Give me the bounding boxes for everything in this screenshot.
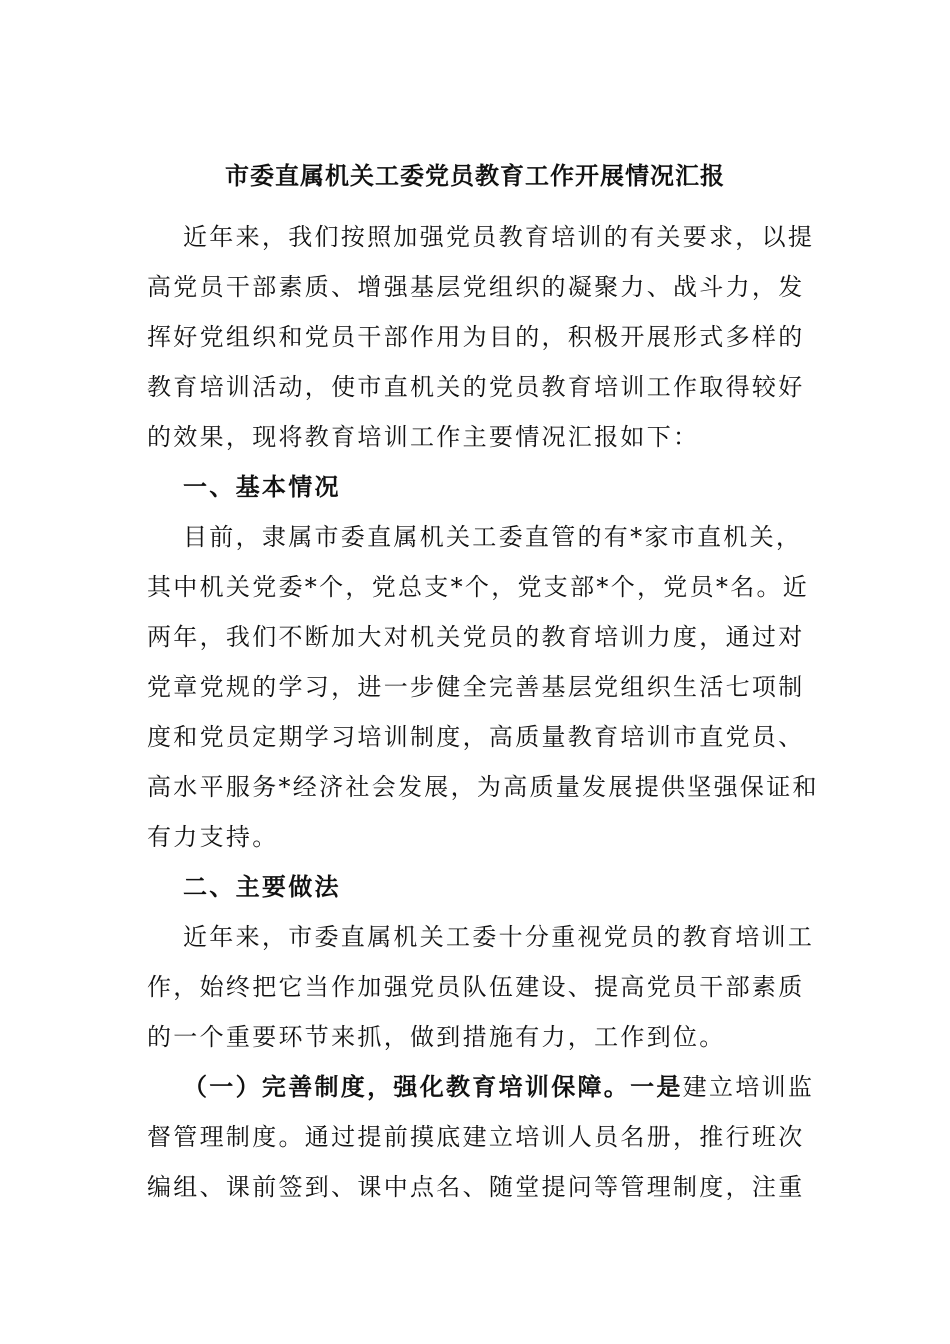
section1-line-7: 有力支持。 xyxy=(147,823,279,851)
subsection1-line-2: 督管理制度。通过提前摸底建立培训人员名册，推行班次 xyxy=(147,1123,805,1151)
intro-line-4: 教育培训活动，使市直机关的党员教育培训工作取得较好 xyxy=(147,373,805,401)
section2-line-1: 近年来，市委直属机关工委十分重视党员的教育培训工 xyxy=(183,923,815,951)
intro-line-1: 近年来，我们按照加强党员教育培训的有关要求，以提 xyxy=(183,223,815,251)
section1-line-2: 其中机关党委*个，党总支*个，党支部*个，党员*名。近 xyxy=(147,573,810,601)
section1-line-5: 度和党员定期学习培训制度，高质量教育培训市直党员、 xyxy=(147,723,805,751)
section1-heading: 一、基本情况 xyxy=(183,472,341,501)
document-title: 市委直属机关工委党员教育工作开展情况汇报 xyxy=(225,161,725,190)
intro-line-2: 高党员干部素质、增强基层党组织的凝聚力、战斗力，发 xyxy=(147,273,805,301)
subsection1-bold-lead: （一）完善制度，强化教育培训保障。一是 xyxy=(183,1072,683,1101)
intro-line-3: 挥好党组织和党员干部作用为目的，积极开展形式多样的 xyxy=(147,323,805,351)
section2-heading: 二、主要做法 xyxy=(183,872,341,901)
subsection1-line-3: 编组、课前签到、课中点名、随堂提问等管理制度，注重 xyxy=(147,1173,805,1201)
section2-line-3: 的一个重要环节来抓，做到措施有力，工作到位。 xyxy=(147,1023,726,1051)
intro-line-5: 的效果，现将教育培训工作主要情况汇报如下： xyxy=(147,423,700,451)
section1-line-4: 党章党规的学习，进一步健全完善基层党组织生活七项制 xyxy=(147,673,805,701)
section1-line-3: 两年，我们不断加大对机关党员的教育培训力度，通过对 xyxy=(147,623,805,651)
section2-line-2: 作，始终把它当作加强党员队伍建设、提高党员干部素质 xyxy=(147,973,805,1001)
subsection1-first-line-rest: 建立培训监 xyxy=(682,1073,815,1101)
subsection1-line-1 xyxy=(183,1069,814,1105)
section1-line-6: 高水平服务*经济社会发展，为高质量发展提供坚强保证和 xyxy=(147,773,819,801)
section1-line-1: 目前，隶属市委直属机关工委直管的有*家市直机关， xyxy=(183,523,803,551)
